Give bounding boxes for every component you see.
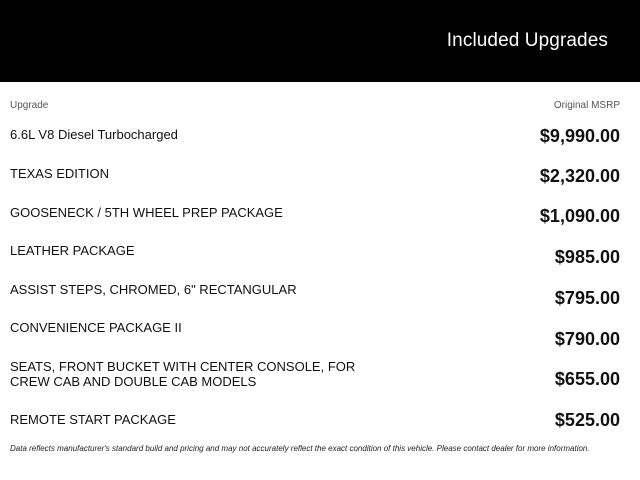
page-title: Included Upgrades: [446, 30, 608, 51]
column-header-msrp: Original MSRP: [553, 100, 620, 111]
upgrade-name: REMOTE START PACKAGE: [10, 412, 176, 427]
upgrade-price: $795.00: [554, 288, 620, 308]
upgrade-price: $655.00: [554, 369, 620, 389]
column-header-upgrade: Upgrade: [10, 100, 49, 111]
upgrade-name: 6.6L V8 Diesel Turbocharged: [10, 127, 178, 142]
upgrade-price: $1,090.00: [539, 206, 620, 226]
upgrade-price: $790.00: [554, 329, 620, 349]
upgrade-name: ASSIST STEPS, CHROMED, 6" RECTANGULAR: [10, 282, 297, 297]
upgrade-name: GOOSENECK / 5TH WHEEL PREP PACKAGE: [10, 205, 283, 220]
upgrade-name: CONVENIENCE PACKAGE II: [10, 320, 182, 335]
upgrade-price: $9,990.00: [539, 126, 620, 146]
upgrade-price: $525.00: [554, 410, 620, 430]
upgrade-name: TEXAS EDITION: [10, 166, 109, 181]
disclaimer-text: Data reflects manufacturer's standard build and pricing and may not accurately reflect the exact condition of this vehicle. Please contact dealer for more information.: [10, 444, 590, 453]
upgrade-price: $2,320.00: [539, 166, 620, 186]
upgrade-name: LEATHER PACKAGE: [10, 243, 135, 258]
upgrade-name: SEATS, FRONT BUCKET WITH CENTER CONSOLE, FOR CREW CAB AND DOUBLE CAB MODELS: [10, 359, 356, 389]
upgrade-price: $985.00: [554, 247, 620, 267]
header-banner: [0, 0, 640, 82]
